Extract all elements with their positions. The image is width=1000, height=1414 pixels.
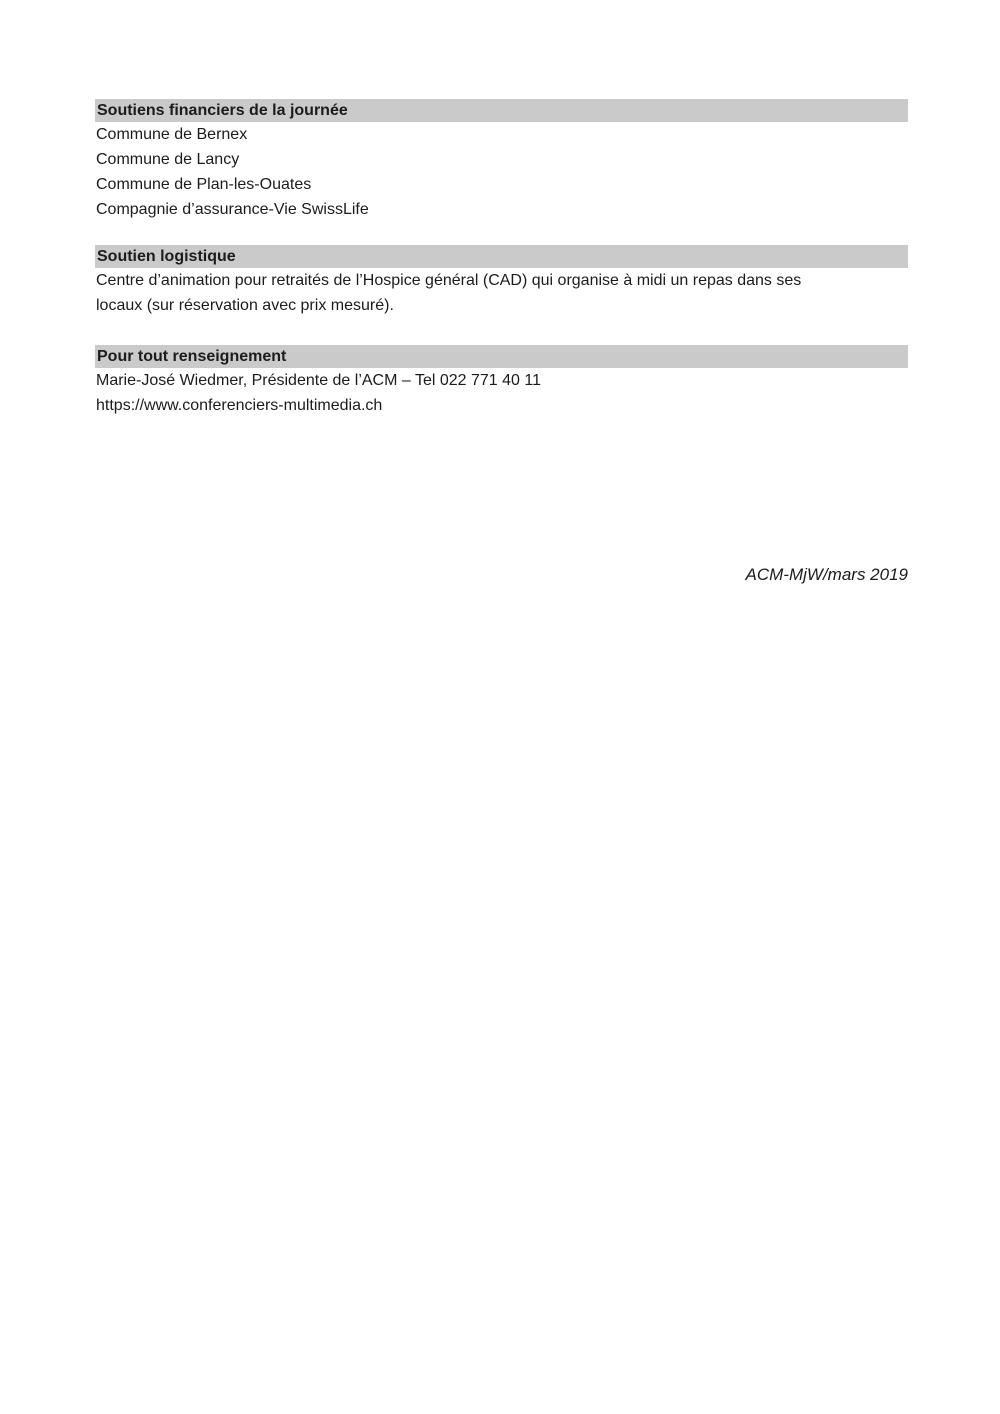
section-heading-financial-supporters: Soutiens financiers de la journée [95,99,908,122]
section-heading-contact-info: Pour tout renseignement [95,345,908,368]
body-line: Commune de Plan-les-Ouates [96,176,312,193]
section-gap [95,222,908,245]
section-financial-supporters [95,99,908,222]
body-line: locaux (sur réservation avec prix mesuré). [96,297,394,314]
document-content [95,99,908,418]
body-line: Compagnie d’assurance-Vie SwissLife [96,201,369,218]
body-line: Centre d’animation pour retraités de l’Hospice général (CAD) qui organise à midi un repas dans ses [96,272,802,289]
section-contact-info [95,345,908,418]
section-heading-logistic-support: Soutien logistique [95,245,908,268]
body-line: Commune de Lancy [96,151,240,168]
section-logistic-support [95,245,908,318]
contact-line: Marie-José Wiedmer, Présidente de l’ACM – Tel 022 771 40 11 [96,372,541,389]
website-url: https://www.conferenciers-multimedia.ch [96,397,383,414]
section-gap [95,318,908,345]
document-signature: ACM-MjW/mars 2019 [745,565,908,584]
body-line: Commune de Bernex [96,126,248,143]
